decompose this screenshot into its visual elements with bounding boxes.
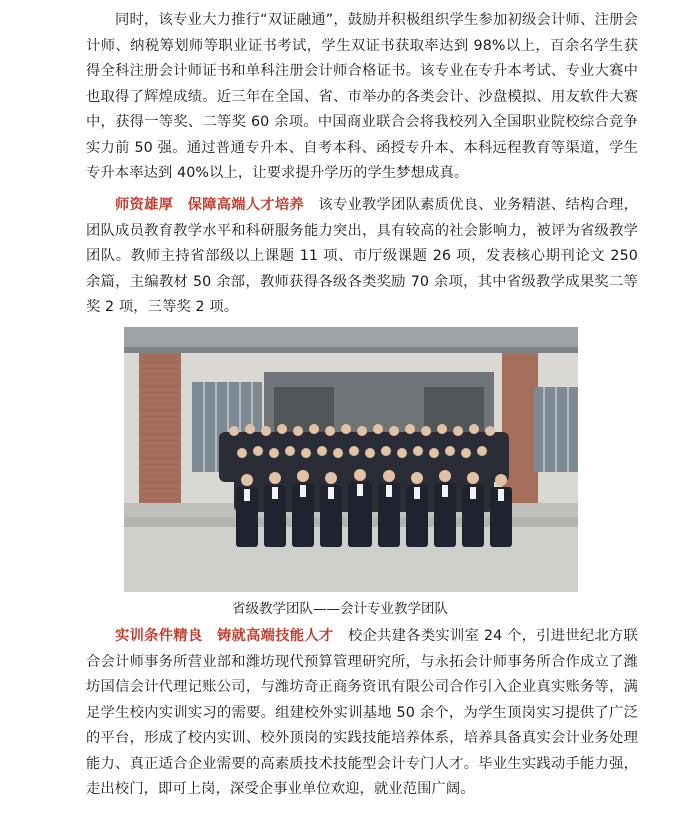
- photo-caption: 省级教学团队——会计专业教学团队: [232, 601, 448, 617]
- paragraph-faculty: [86, 193, 638, 321]
- section-heading-training: 实训条件精良 铸就高端技能人才: [115, 628, 334, 644]
- group-photo: [124, 327, 578, 592]
- paragraph-training: [86, 624, 638, 803]
- paragraph-faculty-text: [86, 193, 638, 321]
- section-heading-faculty: 师资雄厚 保障高端人才培养: [115, 197, 304, 213]
- paragraph-training-text: [86, 624, 638, 803]
- paragraph-text: 同时，该专业大力推行“双证融通”，鼓励并积极组织学生参加初级会计师、注册会计师、纳税筹划师等职业证书考试，学生双证书获取率达到 98%以上，百余名学生获得全科注册会计师证书和单科注册会计师合格证书。该专业在专升本考试、专业大赛中也取得了辉煌成绩。近三年在全国、省、市举办的各类会计、沙盘模拟、用友软件大赛中，获得一等奖、二等奖 60 余项。中国商业联合会将我校列入全国职业院校综合竞争实力前 50 强。通过普通专升本、自考本科、函授专升本、本科远程教育等渠道，学生专升本率达到 40%以上，让要求提升学历的学生梦想成真。: [86, 12, 638, 181]
- paragraph-body: 校企共建各类实训室 24 个，引进世纪北方联合会计师事务所营业部和潍坊现代预算管理研究所，与永拓会计师事务所合作成立了潍坊国信会计代理记账公司，与潍坊奇正商务资讯有限公司合作引入企业真实账务等，满足学生校内实训实习的需要。组建校外实训基地 50 余个，为学生顶岗实习提供了广泛的平台，形成了校内实训、校外顶岗的实践技能培养体系，培养具备真实会计业务处理能力、真正适合企业需要的高素质技术技能型会计专门人才。毕业生实践动手能力强，走出校门，即可上岗，深受企事业单位欢迎，就业范围广阔。: [86, 628, 638, 797]
- paragraph-certificates: [86, 8, 638, 187]
- paragraph-body: 该专业教学团队素质优良、业务精湛、结构合理，团队成员教育教学水平和科研服务能力突出，具有较高的社会影响力，被评为省级教学团队。教师主持省部级以上课题 11 项、市厅级课题 26 项，发表核心期刊论文 250 余篇，主编教材 50 余部，教师获得各级各类奖励 70 余项，其中省级教学成果奖二等奖 2 项，三等奖 2 项。: [86, 197, 638, 315]
